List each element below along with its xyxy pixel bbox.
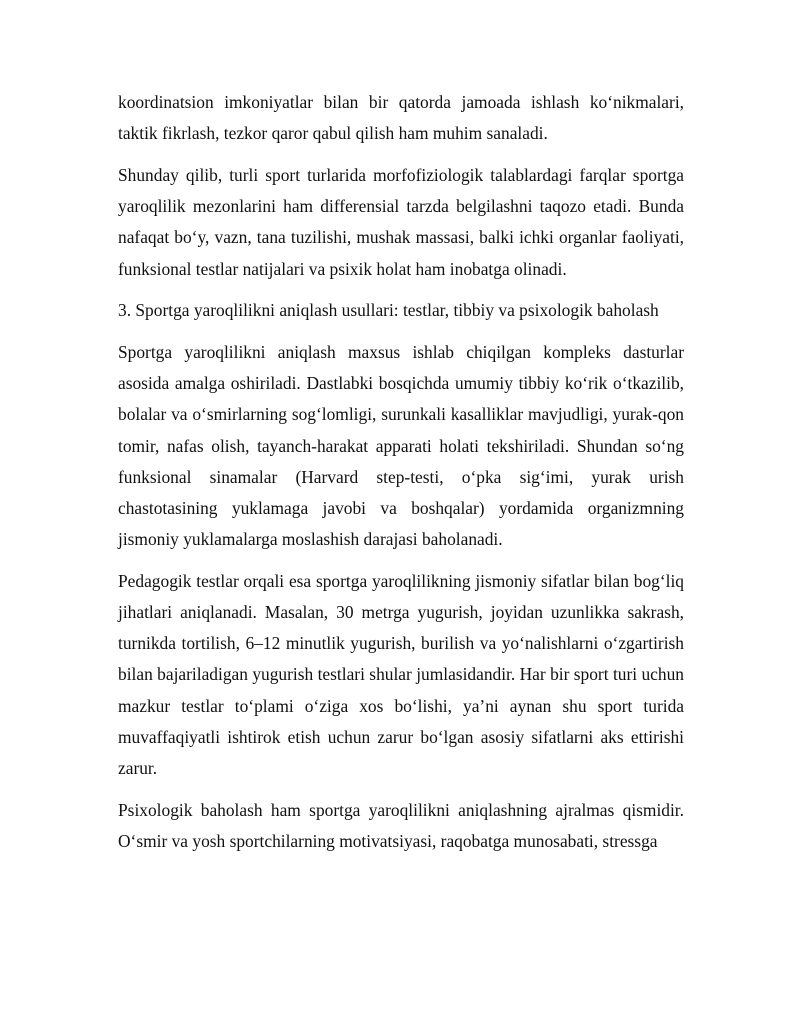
document-page	[118, 87, 684, 868]
paragraph-pedagogical: Pedagogik testlar orqali esa sportga yaroqlilikning jismoniy sifatlar bilan bogʻliq jihatlari aniqlanadi. Masalan, 30 metrga yugurish, joyidan uzunlikka sakrash, turnikda tortilish, 6–12 minutlik yugurish, burilish va yoʻnalishlarni oʻzgartirish bilan bajariladigan yugurish testlari shular jumlasidandir. Har bir sport turi uchun mazkur testlar toʻplami oʻziga xos boʻlishi, yaʼni aynan shu sport turida muvaffaqiyatli ishtirok etish uchun zarur boʻlgan asosiy sifatlarni aks ettirishi zarur.	[118, 570, 684, 779]
paragraph-continued: koordinatsion imkoniyatlar bilan bir qatorda jamoada ishlash koʻnikmalari, taktik fikrlash, tezkor qaror qabul qilish ham muhim sanaladi.	[118, 92, 684, 144]
paragraph-psychological: Psixologik baholash ham sportga yaroqlilikni aniqlashning ajralmas qismidir. Oʻsmir va yosh sportchilarning motivatsiyasi, raqobatga munosabati, stressga	[118, 799, 684, 851]
paragraph-medical: Sportga yaroqlilikni aniqlash maxsus ishlab chiqilgan kompleks dasturlar asosida amalga oshiriladi. Dastlabki bosqichda umumiy tibbiy koʻrik oʻtkazilib, bolalar va oʻsmirlarning sogʻlomligi, surunkali kasalliklar mavjudligi, yurak-qon tomir, nafas olish, tayanch-harakat apparati holati tekshiriladi. Shundan soʻng funksional sinamalar (Harvard step-testi, oʻpka sigʻimi, yurak urish chastotasining yuklamaga javobi va boshqalar) yordamida organizmning jismoniy yuklamalarga moslashish darajasi baholanadi.	[118, 341, 684, 550]
section-heading: 3. Sportga yaroqlilikni aniqlash usullari: testlar, tibbiy va psixologik baholash	[118, 300, 659, 321]
paragraph-conclusion: Shunday qilib, turli sport turlarida morfofiziologik talablardagi farqlar sportga yaroqlilik mezonlarini ham differensial tarzda belgilashni taqozo etadi. Bunda nafaqat boʻy, vazn, tana tuzilishi, mushak massasi, balki ichki organlar faoliyati, funksional testlar natijalari va psixik holat ham inobatga olinadi.	[118, 164, 684, 279]
